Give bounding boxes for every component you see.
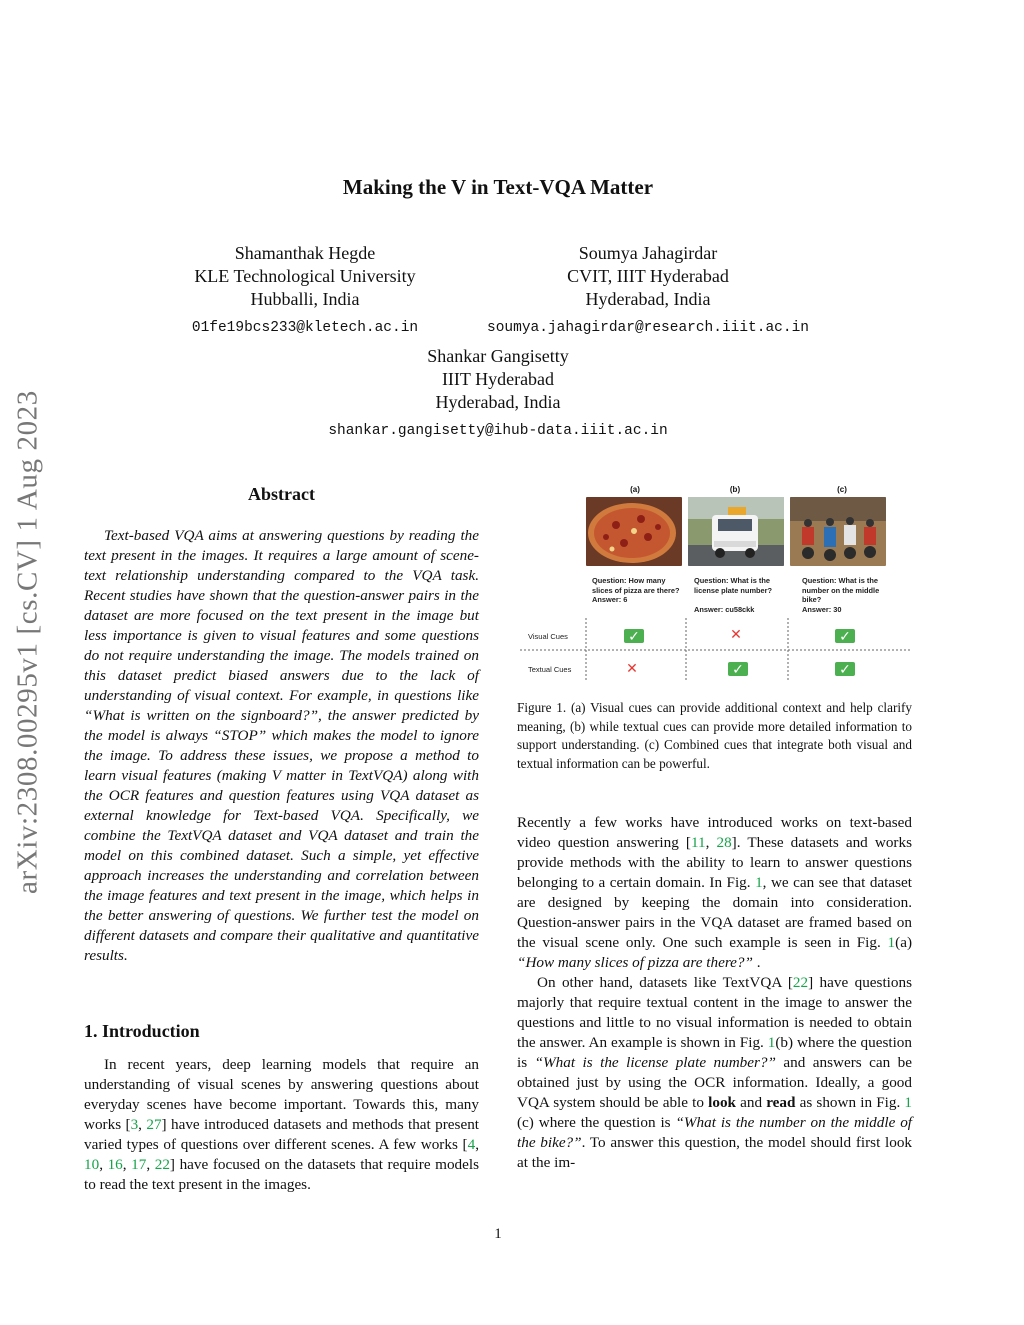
question-text: Question: What is the number on the middle bike? bbox=[802, 576, 880, 604]
author-email[interactable]: shankar.gangisetty@ihub-data.iiit.ac.in bbox=[328, 423, 668, 439]
figure-ref-link[interactable]: 1 bbox=[767, 1034, 776, 1051]
question-text: Question: How many slices of pizza are there? bbox=[592, 576, 680, 595]
author-name: Soumya Jahagirdar bbox=[578, 243, 718, 263]
body-text: . To answer this question, the model should first look at the im- bbox=[517, 1134, 913, 1171]
figure-1-caption: Figure 1. (a) Visual cues can provide additional context and help clarify meaning, (b) while textual cues can provide more detailed information to support understanding. (c) Combined cues that integrate both visual and textual information can be powerful. bbox=[517, 700, 912, 771]
question-text: Question: What is the license plate number? bbox=[694, 576, 773, 595]
body-text: (a) bbox=[895, 934, 912, 951]
citation-link[interactable]: 17 bbox=[131, 1156, 147, 1173]
author-email[interactable]: soumya.jahagirdar@research.iiit.ac.in bbox=[487, 320, 809, 336]
cross-icon: ✕ bbox=[626, 660, 638, 676]
figure-ref-link[interactable]: 1 bbox=[904, 1094, 913, 1111]
row-label-textual: Textual Cues bbox=[528, 665, 572, 674]
figure-grid-lines bbox=[520, 482, 920, 682]
intro-text: ] have introduced datasets and methods that present varied types of questions over different scenes. A few works [ bbox=[84, 1116, 480, 1153]
cross-icon: ✕ bbox=[730, 626, 742, 642]
check-icon: ✓ bbox=[835, 629, 855, 643]
paper-title: Making the V in Text-VQA Matter bbox=[342, 175, 654, 199]
check-icon: ✓ bbox=[728, 662, 748, 676]
intro-text: ] have focused on the datasets that require models to read the text present in the images. bbox=[84, 1156, 480, 1193]
bold-look: look bbox=[708, 1094, 736, 1111]
introduction-heading: 1. Introduction bbox=[84, 1021, 200, 1041]
body-text: ]. These datasets and works provide methods with the ability to learn to answer questions belonging to a certain domain. In Fig. bbox=[517, 834, 912, 891]
citation-link[interactable]: 22 bbox=[792, 974, 809, 991]
author-name: Shankar Gangisetty bbox=[427, 346, 569, 366]
citation-link[interactable]: 22 bbox=[154, 1156, 170, 1173]
abstract-heading: Abstract bbox=[248, 484, 315, 504]
intro-paragraph-1 bbox=[84, 1055, 479, 1195]
author-affiliation: IIIT Hyderabad bbox=[441, 369, 555, 389]
paragraph-3 bbox=[517, 973, 912, 1173]
author-block-3 bbox=[300, 345, 696, 443]
body-text: On other hand, datasets like TextVQA [ bbox=[537, 974, 793, 991]
citation-link[interactable]: 16 bbox=[107, 1156, 123, 1173]
quoted-question: “What is the number on the middle of the bike?” bbox=[517, 1114, 913, 1151]
author-email[interactable]: 01fe19bcs233@kletech.ac.in bbox=[191, 320, 419, 336]
right-column-text bbox=[517, 813, 912, 1173]
body-text: ] have questions majorly that require textual content in the image to answer the questions and little to no visual information is needed to obtain the answer. An example is shown in Fig. bbox=[517, 974, 912, 1051]
author-block-1 bbox=[150, 242, 460, 340]
comma: , bbox=[475, 1136, 479, 1153]
panel-label-b: (b) bbox=[729, 485, 741, 494]
author-location: Hyderabad, India bbox=[435, 392, 561, 412]
author-block-2 bbox=[470, 242, 826, 340]
body-text: (c) where the question is bbox=[517, 1114, 676, 1131]
paragraph-2 bbox=[517, 813, 912, 973]
comma: , bbox=[99, 1156, 103, 1173]
abstract-text: Text-based VQA aims at answering questions by reading the text present in the images. It requires a large amount of scene-text relationship understanding compared to the VQA task. Recent studies have shown that the question-answer pairs in the dataset are more focused on the text present in the image but less importance is given to visual features and some questions do not require understanding the image. The models trained on this dataset predict biased answers due to the lack of understanding of visual context. For example, in questions like “What is written on the signboard?”, the answer predicted by the model is always “STOP” which makes the model to ignore the image. To address these issues, we propose a method to learn visual features (making V matter in TextVQA) along with the OCR features and question features using VQA dataset as external knowledge for Text-based VQA. Specifically, we combine the TextVQA dataset and VQA dataset and train the model on this combined dataset. Such a simple, yet effective approach increases the understanding and correlation between the image features and text present in the image, which helps in the better answering of questions. We further test the model on different datasets and compare their qualitative and quantitative results. bbox=[84, 527, 479, 964]
comma: , bbox=[138, 1116, 142, 1133]
citation-link[interactable]: 11 bbox=[690, 834, 706, 851]
figure-1 bbox=[520, 482, 920, 682]
body-text: as shown in Fig. bbox=[795, 1094, 905, 1111]
body-text: and answers can be obtained just by using the OCR information. Ideally, a good VQA system should be able to bbox=[517, 1054, 912, 1111]
body-text: , we can see that dataset are designed by keeping the domain into consideration. Question-answer pairs in the VQA dataset are framed based on the visual scene only. One such example is seen in Fig. bbox=[517, 874, 912, 951]
check-icon: ✓ bbox=[835, 662, 855, 676]
comma: , bbox=[122, 1156, 127, 1173]
body-text: (b) where the question is bbox=[517, 1034, 912, 1071]
citation-link[interactable]: 28 bbox=[716, 834, 732, 851]
answer-text: Answer: cu58ckk bbox=[694, 604, 755, 614]
comma: , bbox=[146, 1156, 151, 1173]
check-icon: ✓ bbox=[624, 629, 644, 643]
page-number: 1 bbox=[494, 1226, 502, 1242]
citation-link[interactable]: 10 bbox=[84, 1156, 100, 1173]
body-text: . bbox=[752, 954, 761, 971]
citation-link[interactable]: 3 bbox=[130, 1116, 139, 1133]
body-text: Recently a few works have introduced works on text-based video question answering [ bbox=[517, 814, 912, 851]
author-affiliation: KLE Technological University bbox=[194, 266, 416, 286]
figure-ref-link[interactable]: 1 bbox=[755, 874, 763, 891]
answer-text: Answer: 6 bbox=[592, 595, 628, 604]
answer-text: Answer: 30 bbox=[802, 604, 842, 614]
author-name: Shamanthak Hegde bbox=[234, 243, 376, 263]
quoted-question: “How many slices of pizza are there?” bbox=[517, 954, 753, 971]
comma: , bbox=[705, 834, 710, 851]
author-location: Hubballi, India bbox=[250, 289, 360, 309]
figure-ref-link[interactable]: 1 bbox=[887, 934, 896, 951]
row-label-visual: Visual Cues bbox=[528, 632, 568, 641]
intro-text: In recent years, deep learning models that require an understanding of visual scenes by answering questions about everyday scenes have become important. Towards this, many works [ bbox=[84, 1056, 479, 1133]
author-affiliation: CVIT, IIIT Hyderabad bbox=[567, 266, 729, 286]
panel-label-a: (a) bbox=[630, 485, 640, 494]
bold-read: read bbox=[766, 1094, 796, 1111]
arxiv-identifier: arXiv:2308.00295v1 [cs.CV] 1 Aug 2023 bbox=[11, 390, 44, 895]
body-text: and bbox=[735, 1094, 767, 1111]
quoted-question: “What is the license plate number?” bbox=[534, 1054, 776, 1071]
citation-link[interactable]: 27 bbox=[146, 1116, 162, 1133]
author-location: Hyderabad, India bbox=[585, 289, 711, 309]
citation-link[interactable]: 4 bbox=[467, 1136, 476, 1153]
panel-label-c: (c) bbox=[837, 485, 847, 494]
